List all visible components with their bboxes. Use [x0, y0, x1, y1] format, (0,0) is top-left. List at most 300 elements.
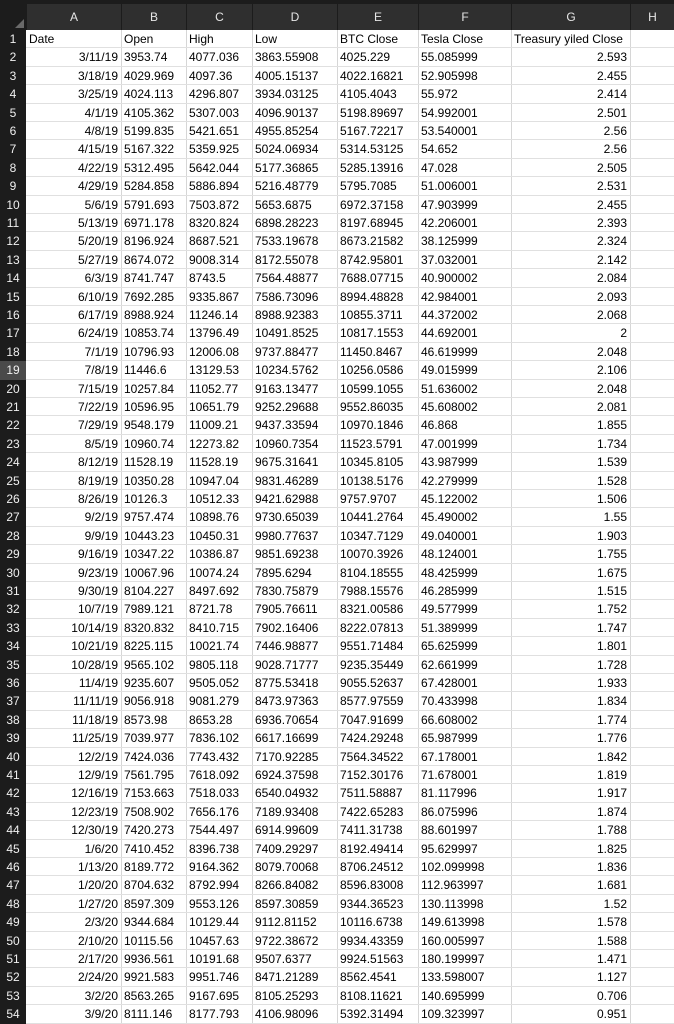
row-number[interactable]: 51 — [6, 952, 20, 966]
column-header-b[interactable]: B — [121, 4, 186, 30]
row-number[interactable]: 9 — [9, 179, 17, 194]
table-cell[interactable]: 8674.072 — [124, 252, 175, 267]
table-cell[interactable]: 7656.176 — [189, 804, 240, 819]
column-header-c[interactable]: C — [186, 4, 252, 30]
table-cell[interactable]: 4/1/19 — [84, 105, 118, 120]
table-cell[interactable]: 2.048 — [596, 344, 627, 359]
table-cell[interactable]: 65.987999 — [421, 731, 478, 746]
table-cell[interactable]: 1.506 — [596, 492, 627, 506]
table-cell[interactable]: 13129.53 — [189, 363, 240, 378]
header-cell[interactable]: BTC Close — [340, 32, 399, 46]
table-cell[interactable]: 9505.052 — [189, 676, 240, 690]
table-cell[interactable]: 4105.4043 — [340, 87, 397, 102]
table-cell[interactable]: 11/18/19 — [72, 712, 118, 727]
table-cell[interactable]: 6/24/19 — [77, 326, 118, 341]
header-cell[interactable]: Open — [124, 32, 154, 46]
table-cell[interactable]: 0.951 — [596, 1007, 627, 1022]
header-cell[interactable]: Treasury yiled Close — [514, 32, 623, 46]
row-number[interactable]: 19 — [0, 361, 26, 379]
table-cell[interactable]: 8079.70068 — [255, 860, 319, 874]
table-cell[interactable]: 9344.36523 — [340, 896, 404, 911]
table-cell[interactable]: 10443.23 — [124, 528, 175, 543]
table-cell[interactable]: 2 — [620, 326, 627, 341]
table-cell[interactable]: 10021.74 — [189, 639, 240, 654]
table-cell[interactable]: 2.455 — [596, 197, 627, 212]
table-cell[interactable]: 9934.43359 — [340, 933, 404, 948]
table-cell[interactable]: 10450.31 — [189, 528, 240, 543]
table-cell[interactable]: 1.539 — [596, 455, 627, 470]
row-number[interactable]: 15 — [6, 289, 20, 304]
table-cell[interactable]: 6914.99609 — [255, 823, 319, 838]
table-cell[interactable]: 6936.70654 — [255, 712, 319, 727]
table-cell[interactable]: 7/8/19 — [84, 363, 118, 378]
table-cell[interactable]: 8473.97363 — [255, 694, 319, 709]
table-cell[interactable]: 1.917 — [596, 786, 627, 801]
table-cell[interactable]: 10345.8105 — [340, 455, 404, 470]
table-cell[interactable]: 5024.06934 — [255, 142, 319, 157]
table-cell[interactable]: 6898.28223 — [255, 216, 319, 230]
row-number[interactable]: 26 — [6, 492, 20, 506]
table-cell[interactable]: 2.093 — [596, 289, 627, 304]
table-cell[interactable]: 2/17/20 — [77, 952, 118, 966]
table-cell[interactable]: 8320.832 — [124, 620, 175, 635]
table-cell[interactable]: 2.393 — [596, 216, 627, 230]
table-cell[interactable]: 37.032001 — [421, 252, 478, 267]
table-cell[interactable]: 49.577999 — [421, 602, 478, 617]
table-cell[interactable]: 5199.835 — [124, 124, 175, 138]
table-cell[interactable]: 8497.692 — [189, 584, 240, 598]
table-cell[interactable]: 12273.82 — [189, 436, 240, 451]
header-cell[interactable]: Low — [255, 32, 278, 46]
table-cell[interactable]: 1.734 — [596, 436, 627, 451]
table-cell[interactable]: 1.842 — [596, 749, 627, 764]
row-number[interactable]: 23 — [6, 436, 20, 451]
table-cell[interactable]: 9437.33594 — [255, 418, 319, 433]
table-cell[interactable]: 4/15/19 — [77, 142, 118, 157]
table-cell[interactable]: 9552.86035 — [340, 400, 404, 414]
table-cell[interactable]: 43.987999 — [421, 455, 478, 470]
table-cell[interactable]: 10/28/19 — [71, 657, 118, 672]
table-cell[interactable]: 7170.92285 — [255, 749, 319, 764]
table-cell[interactable]: 7422.65283 — [340, 804, 404, 819]
table-cell[interactable]: 5198.89697 — [340, 105, 404, 120]
table-cell[interactable]: 2.414 — [596, 87, 627, 102]
row-number[interactable]: 16 — [6, 308, 20, 322]
table-cell[interactable]: 160.005997 — [421, 933, 485, 948]
table-cell[interactable]: 5886.894 — [189, 179, 240, 194]
table-cell[interactable]: 10234.5762 — [255, 363, 319, 378]
table-cell[interactable]: 4/22/19 — [77, 160, 118, 175]
table-cell[interactable]: 7/15/19 — [77, 381, 118, 396]
table-cell[interactable]: 10067.96 — [124, 565, 175, 580]
row-number[interactable]: 2 — [9, 50, 17, 65]
table-cell[interactable]: 10796.93 — [124, 344, 175, 359]
table-cell[interactable]: 55.972 — [421, 87, 458, 102]
table-cell[interactable]: 10596.95 — [124, 400, 175, 414]
table-cell[interactable]: 5359.925 — [189, 142, 240, 157]
table-cell[interactable]: 9/30/19 — [77, 584, 118, 598]
table-cell[interactable]: 9851.69238 — [255, 547, 319, 562]
row-number[interactable]: 20 — [6, 381, 20, 396]
table-cell[interactable]: 1.747 — [596, 620, 627, 635]
table-cell[interactable]: 1.675 — [596, 565, 627, 580]
row-number[interactable]: 33 — [6, 620, 20, 635]
table-cell[interactable]: 5653.6875 — [255, 197, 312, 212]
row-number[interactable]: 30 — [6, 565, 20, 580]
table-cell[interactable]: 7688.07715 — [340, 271, 404, 286]
table-cell[interactable]: 5/13/19 — [77, 216, 118, 230]
table-cell[interactable]: 8104.227 — [124, 584, 175, 598]
table-cell[interactable]: 7409.29297 — [255, 841, 319, 856]
table-cell[interactable]: 10512.33 — [189, 492, 240, 506]
table-cell[interactable]: 9164.362 — [189, 860, 240, 874]
table-cell[interactable]: 10817.1553 — [340, 326, 404, 341]
table-cell[interactable]: 1.528 — [596, 473, 627, 488]
table-cell[interactable]: 12/23/19 — [71, 804, 118, 819]
row-number[interactable]: 38 — [6, 712, 20, 727]
table-cell[interactable]: 7830.75879 — [255, 584, 319, 598]
table-cell[interactable]: 9008.314 — [189, 252, 240, 267]
table-cell[interactable]: 1.834 — [596, 694, 627, 709]
table-cell[interactable]: 3934.03125 — [255, 87, 319, 102]
table-cell[interactable]: 3953.74 — [124, 50, 168, 65]
table-cell[interactable]: 8177.793 — [189, 1007, 240, 1022]
table-cell[interactable]: 8410.715 — [189, 620, 240, 635]
table-cell[interactable]: 1.836 — [596, 860, 627, 874]
table-cell[interactable]: 4025.229 — [340, 50, 391, 65]
table-cell[interactable]: 5/27/19 — [77, 252, 118, 267]
table-cell[interactable]: 3/18/19 — [77, 68, 118, 83]
table-cell[interactable]: 8577.97559 — [340, 694, 404, 709]
table-cell[interactable]: 10116.6738 — [340, 915, 403, 930]
table-cell[interactable]: 1.774 — [596, 712, 627, 727]
table-cell[interactable]: 8/5/19 — [84, 436, 118, 451]
table-cell[interactable]: 8596.83008 — [340, 878, 404, 893]
table-cell[interactable]: 11009.21 — [189, 418, 239, 433]
table-cell[interactable]: 5421.651 — [189, 124, 240, 138]
table-cell[interactable]: 9831.46289 — [255, 473, 319, 488]
table-cell[interactable]: 67.428001 — [421, 676, 478, 690]
table-cell[interactable]: 4096.90137 — [255, 105, 319, 120]
table-cell[interactable]: 8721.78 — [189, 602, 233, 617]
table-cell[interactable]: 3/9/20 — [84, 1007, 118, 1022]
table-cell[interactable]: 7446.98877 — [255, 639, 319, 654]
table-cell[interactable]: 10599.1055 — [340, 381, 404, 396]
table-cell[interactable]: 6540.04932 — [255, 786, 319, 801]
table-cell[interactable]: 10960.74 — [124, 436, 175, 451]
table-cell[interactable]: 7586.73096 — [255, 289, 319, 304]
table-cell[interactable]: 1.578 — [596, 915, 627, 930]
row-number[interactable]: 53 — [6, 988, 20, 1003]
table-cell[interactable]: 9722.38672 — [255, 933, 319, 948]
table-cell[interactable]: 11523.5791 — [340, 436, 403, 451]
table-cell[interactable]: 5312.495 — [124, 160, 175, 175]
table-cell[interactable]: 8563.265 — [124, 988, 175, 1003]
table-cell[interactable]: 5/6/19 — [84, 197, 118, 212]
table-cell[interactable]: 4097.36 — [189, 68, 233, 83]
table-cell[interactable]: 9/23/19 — [77, 565, 118, 580]
row-number[interactable]: 5 — [9, 105, 17, 120]
table-cell[interactable]: 8597.309 — [124, 896, 175, 911]
table-cell[interactable]: 6/3/19 — [84, 271, 118, 286]
table-cell[interactable]: 52.905998 — [421, 68, 478, 83]
table-cell[interactable]: 7/22/19 — [77, 400, 118, 414]
table-cell[interactable]: 3/2/20 — [84, 988, 118, 1003]
row-number[interactable]: 34 — [6, 639, 20, 654]
table-cell[interactable]: 9565.102 — [124, 657, 175, 672]
table-cell[interactable]: 10115.56 — [124, 933, 174, 948]
table-cell[interactable]: 9737.88477 — [255, 344, 319, 359]
column-header-f[interactable]: F — [418, 4, 511, 30]
table-cell[interactable]: 4029.969 — [124, 68, 175, 83]
table-cell[interactable]: 9167.695 — [189, 988, 240, 1003]
table-cell[interactable]: 9936.561 — [124, 952, 175, 966]
table-cell[interactable]: 5284.858 — [124, 179, 175, 194]
table-cell[interactable]: 47.001999 — [421, 436, 478, 451]
table-cell[interactable]: 10191.68 — [189, 952, 240, 966]
table-cell[interactable]: 2/3/20 — [84, 915, 118, 930]
row-number[interactable]: 13 — [6, 252, 20, 267]
table-cell[interactable]: 7424.29248 — [340, 731, 404, 746]
column-header-g[interactable]: G — [511, 4, 630, 30]
table-cell[interactable]: 9421.62988 — [255, 492, 319, 506]
table-cell[interactable]: 1.874 — [596, 804, 627, 819]
table-cell[interactable]: 9163.13477 — [255, 381, 319, 396]
table-cell[interactable]: 9980.77637 — [255, 528, 319, 543]
table-cell[interactable]: 11450.8467 — [340, 344, 403, 359]
table-cell[interactable]: 1.55 — [603, 510, 627, 525]
table-cell[interactable]: 11052.77 — [189, 381, 239, 396]
table-cell[interactable]: 9056.918 — [124, 694, 175, 709]
table-cell[interactable]: 13796.49 — [189, 326, 240, 341]
table-cell[interactable]: 5791.693 — [124, 197, 175, 212]
table-cell[interactable]: 6924.37598 — [255, 768, 319, 782]
table-cell[interactable]: 4296.807 — [189, 87, 240, 102]
table-cell[interactable]: 45.608002 — [421, 400, 478, 414]
select-all-corner[interactable] — [0, 0, 26, 30]
table-cell[interactable]: 9/2/19 — [84, 510, 118, 525]
table-cell[interactable]: 8471.21289 — [255, 970, 319, 985]
table-cell[interactable]: 48.425999 — [421, 565, 478, 580]
row-number[interactable]: 32 — [6, 602, 20, 617]
row-number[interactable]: 42 — [6, 786, 20, 801]
row-number[interactable]: 6 — [9, 124, 17, 138]
table-cell[interactable]: 9507.6377 — [255, 952, 312, 966]
table-cell[interactable]: 11528.19 — [189, 455, 239, 470]
table-cell[interactable]: 10853.74 — [124, 326, 175, 341]
table-cell[interactable]: 3863.55908 — [255, 50, 319, 65]
table-cell[interactable]: 9081.279 — [189, 694, 240, 709]
header-cell[interactable]: High — [189, 32, 214, 46]
table-cell[interactable]: 1.903 — [596, 528, 627, 543]
table-cell[interactable]: 2.106 — [596, 363, 627, 378]
row-number[interactable]: 35 — [6, 657, 20, 672]
table-cell[interactable]: 86.075996 — [421, 804, 478, 819]
table-cell[interactable]: 10441.2764 — [340, 510, 404, 525]
table-cell[interactable]: 81.117996 — [421, 786, 477, 801]
table-cell[interactable]: 2/24/20 — [77, 970, 118, 985]
table-cell[interactable]: 65.625999 — [421, 639, 478, 654]
row-number[interactable]: 25 — [6, 473, 20, 488]
table-cell[interactable]: 4106.98096 — [255, 1007, 319, 1022]
table-cell[interactable]: 38.125999 — [421, 234, 478, 249]
table-cell[interactable]: 5177.36865 — [255, 160, 319, 175]
table-cell[interactable]: 6971.178 — [124, 216, 175, 230]
table-cell[interactable]: 2.593 — [596, 50, 627, 65]
table-cell[interactable]: 12/16/19 — [71, 786, 118, 801]
table-cell[interactable]: 9055.52637 — [340, 676, 404, 690]
header-cell[interactable]: Date — [29, 32, 55, 46]
table-cell[interactable]: 2.068 — [596, 308, 627, 322]
table-cell[interactable]: 11/4/19 — [78, 676, 118, 690]
row-number[interactable]: 8 — [9, 160, 17, 175]
table-cell[interactable]: 10347.7129 — [340, 528, 404, 543]
table-cell[interactable]: 5314.53125 — [340, 142, 404, 157]
row-number[interactable]: 39 — [6, 731, 20, 746]
table-cell[interactable]: 2/10/20 — [77, 933, 118, 948]
row-number[interactable]: 27 — [6, 510, 20, 525]
table-cell[interactable]: 2.324 — [596, 234, 627, 249]
table-cell[interactable]: 2.531 — [596, 179, 627, 194]
table-cell[interactable]: 10960.7354 — [255, 436, 319, 451]
table-cell[interactable]: 2.56 — [603, 124, 627, 138]
row-number[interactable]: 36 — [6, 676, 20, 690]
table-cell[interactable]: 140.695999 — [421, 988, 485, 1003]
table-cell[interactable]: 8196.924 — [124, 234, 175, 249]
table-cell[interactable]: 8189.772 — [124, 860, 175, 874]
table-cell[interactable]: 8225.115 — [124, 639, 174, 654]
table-cell[interactable]: 42.206001 — [421, 216, 478, 230]
table-cell[interactable]: 8111.146 — [124, 1007, 173, 1022]
table-cell[interactable]: 7508.902 — [124, 804, 175, 819]
table-cell[interactable]: 8108.11621 — [340, 988, 403, 1003]
table-cell[interactable]: 2.56 — [603, 142, 627, 157]
table-cell[interactable]: 8105.25293 — [255, 988, 319, 1003]
table-cell[interactable]: 54.652 — [421, 142, 458, 157]
table-cell[interactable]: 7989.121 — [124, 602, 175, 617]
table-cell[interactable]: 7518.033 — [189, 786, 240, 801]
table-cell[interactable]: 51.006001 — [421, 179, 478, 194]
table-cell[interactable]: 112.963997 — [421, 878, 484, 893]
table-cell[interactable]: 71.678001 — [421, 768, 478, 782]
table-cell[interactable]: 7189.93408 — [255, 804, 319, 819]
row-number[interactable]: 54 — [6, 1007, 20, 1022]
row-number[interactable]: 40 — [6, 749, 20, 764]
table-cell[interactable]: 9921.583 — [124, 970, 175, 985]
table-cell[interactable]: 9/9/19 — [84, 528, 118, 543]
row-number[interactable]: 1 — [9, 32, 17, 46]
table-cell[interactable]: 1/6/20 — [84, 841, 118, 856]
table-cell[interactable]: 1.855 — [596, 418, 627, 433]
table-cell[interactable]: 2.081 — [596, 400, 627, 414]
table-cell[interactable]: 6617.16699 — [255, 731, 319, 746]
table-cell[interactable]: 49.015999 — [421, 363, 478, 378]
row-number[interactable]: 29 — [6, 547, 20, 562]
table-cell[interactable]: 1.933 — [596, 676, 627, 690]
table-cell[interactable]: 8743.5 — [189, 271, 226, 286]
table-cell[interactable]: 44.372002 — [421, 308, 478, 322]
table-cell[interactable]: 4005.15137 — [255, 68, 319, 83]
row-number[interactable]: 22 — [6, 418, 20, 433]
table-cell[interactable]: 5167.72217 — [340, 124, 404, 138]
table-cell[interactable]: 8994.48828 — [340, 289, 404, 304]
table-cell[interactable]: 10070.3926 — [340, 547, 404, 562]
table-cell[interactable]: 7564.48877 — [255, 271, 319, 286]
table-cell[interactable]: 5216.48779 — [255, 179, 319, 194]
table-cell[interactable]: 46.285999 — [421, 584, 478, 598]
table-cell[interactable]: 5392.31494 — [340, 1007, 404, 1022]
table-cell[interactable]: 51.389999 — [421, 620, 478, 635]
table-cell[interactable]: 9335.867 — [189, 289, 240, 304]
table-cell[interactable]: 11/11/19 — [73, 694, 118, 709]
table-cell[interactable]: 8775.53418 — [255, 676, 319, 690]
table-cell[interactable]: 49.040001 — [421, 528, 478, 543]
table-cell[interactable]: 4105.362 — [124, 105, 175, 120]
table-cell[interactable]: 10898.76 — [189, 510, 240, 525]
table-cell[interactable]: 9924.51563 — [340, 952, 404, 966]
table-cell[interactable]: 9551.71484 — [340, 639, 404, 654]
table-cell[interactable]: 7410.452 — [124, 841, 175, 856]
table-cell[interactable]: 1.752 — [596, 602, 627, 617]
table-cell[interactable]: 67.178001 — [421, 749, 478, 764]
table-cell[interactable]: 62.661999 — [421, 657, 478, 672]
table-cell[interactable]: 8573.98 — [124, 712, 168, 727]
table-cell[interactable]: 8988.92383 — [255, 308, 319, 322]
table-cell[interactable]: 51.636002 — [421, 381, 478, 396]
table-cell[interactable]: 4/8/19 — [84, 124, 118, 138]
row-number[interactable]: 37 — [6, 694, 20, 709]
table-cell[interactable]: 7039.977 — [124, 731, 175, 746]
table-cell[interactable]: 1.819 — [596, 768, 627, 782]
table-cell[interactable]: 5167.322 — [124, 142, 175, 157]
table-cell[interactable]: 2.142 — [596, 252, 627, 267]
row-number[interactable]: 17 — [6, 326, 20, 341]
table-cell[interactable]: 6/17/19 — [77, 308, 118, 322]
table-cell[interactable]: 1/27/20 — [77, 896, 118, 911]
table-cell[interactable]: 10257.84 — [124, 381, 175, 396]
table-cell[interactable]: 5/20/19 — [77, 234, 118, 249]
table-cell[interactable]: 8104.18555 — [340, 565, 404, 580]
table-cell[interactable]: 46.619999 — [421, 344, 478, 359]
table-cell[interactable]: 8/26/19 — [77, 492, 118, 506]
table-cell[interactable]: 8706.24512 — [340, 860, 404, 874]
table-cell[interactable]: 7503.872 — [189, 197, 240, 212]
table-cell[interactable]: 10970.1846 — [340, 418, 404, 433]
table-cell[interactable]: 9730.65039 — [255, 510, 319, 525]
table-cell[interactable]: 10457.63 — [189, 933, 240, 948]
table-cell[interactable]: 3/25/19 — [77, 87, 118, 102]
table-cell[interactable]: 47.903999 — [421, 197, 478, 212]
table-cell[interactable]: 8266.84082 — [255, 878, 319, 893]
table-cell[interactable]: 8320.824 — [189, 216, 240, 230]
table-cell[interactable]: 2.084 — [596, 271, 627, 286]
table-cell[interactable]: 11/25/19 — [72, 731, 118, 746]
row-number[interactable]: 49 — [6, 915, 20, 930]
table-cell[interactable]: 7047.91699 — [340, 712, 404, 727]
table-cell[interactable]: 3/11/19 — [78, 50, 118, 65]
row-number[interactable]: 44 — [6, 823, 20, 838]
table-cell[interactable]: 10651.79 — [189, 400, 240, 414]
table-cell[interactable]: 109.323997 — [421, 1007, 485, 1022]
table-cell[interactable]: 130.113998 — [421, 896, 484, 911]
table-cell[interactable]: 66.608002 — [421, 712, 478, 727]
table-cell[interactable]: 1/20/20 — [77, 878, 118, 893]
table-cell[interactable]: 45.122002 — [421, 492, 478, 506]
table-cell[interactable]: 10126.3 — [124, 492, 168, 506]
table-cell[interactable]: 1.825 — [596, 841, 627, 856]
table-cell[interactable]: 7561.795 — [124, 768, 175, 782]
table-cell[interactable]: 7743.432 — [189, 749, 240, 764]
